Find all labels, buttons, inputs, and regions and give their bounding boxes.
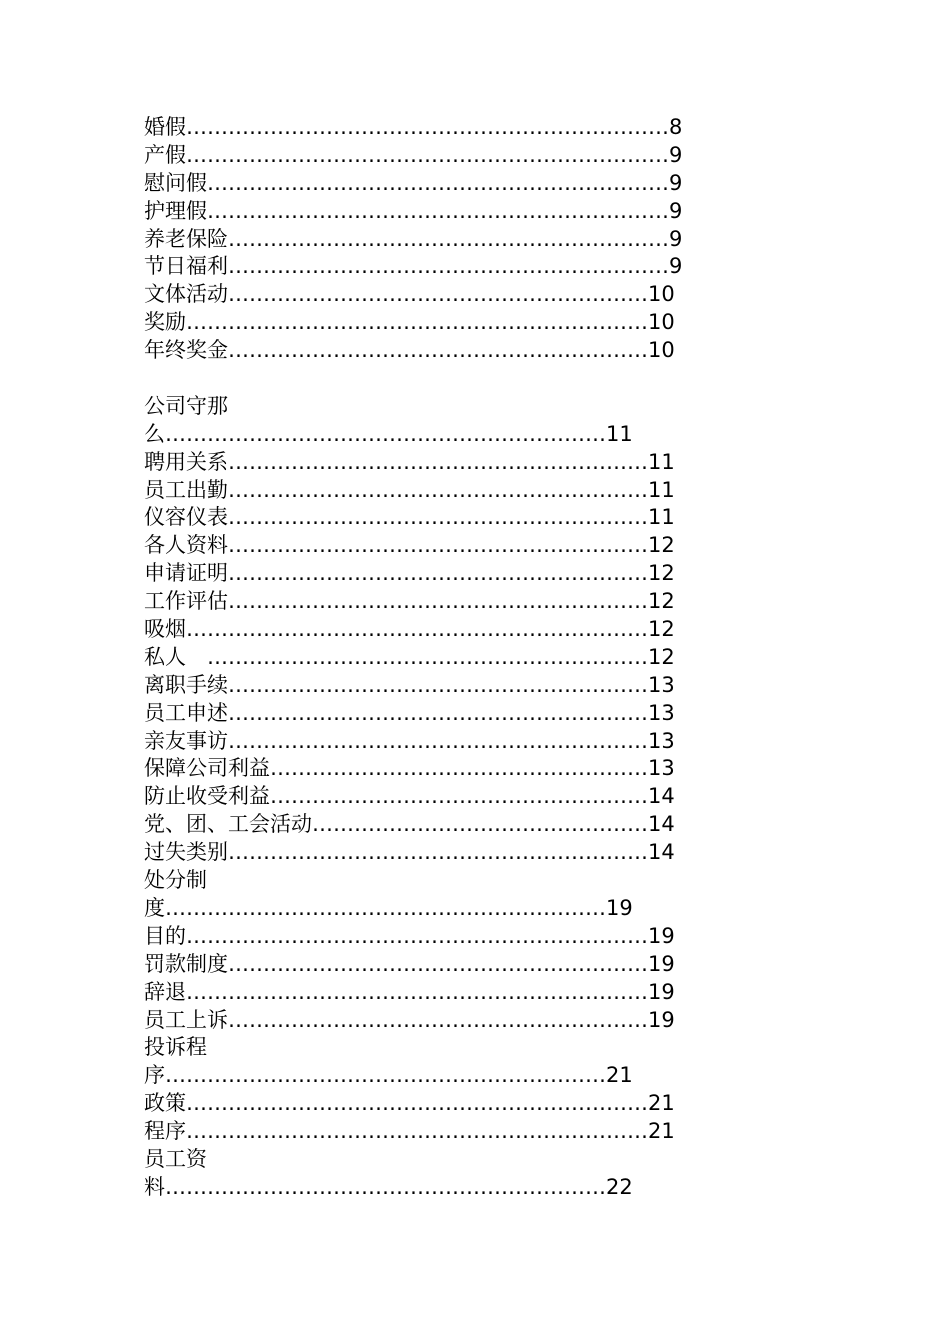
toc-line: 程序…………………………………………………………21	[144, 1119, 675, 1144]
toc-line: 过失类别……………………………………………………14	[144, 840, 675, 865]
toc-line: 私人 ………………………………………………………12	[144, 644, 675, 669]
toc-line: 亲友事访……………………………………………………13	[144, 728, 675, 753]
toc-line: 料………………………………………………………22	[144, 1174, 633, 1199]
toc-line: 仪容仪表……………………………………………………11	[144, 505, 675, 530]
toc-line: 节日福利………………………………………………………9	[144, 254, 683, 279]
toc-line: 员工申述……………………………………………………13	[144, 700, 675, 725]
toc-line: 投诉程	[144, 1035, 207, 1060]
toc-line: 目的…………………………………………………………19	[144, 923, 675, 948]
toc-line: 政策…………………………………………………………21	[144, 1091, 675, 1116]
toc-line: 工作评估……………………………………………………12	[144, 589, 675, 614]
toc-line: 保障公司利益………………………………………………13	[144, 756, 675, 781]
toc-line: 序………………………………………………………21	[144, 1063, 633, 1088]
toc-line: 各人资料……………………………………………………12	[144, 533, 675, 558]
toc-line: 辞退…………………………………………………………19	[144, 979, 675, 1004]
toc-line: 产假……………………………………………………………9	[144, 142, 683, 167]
toc-line: 婚假……………………………………………………………8	[144, 115, 683, 139]
toc-line: 度………………………………………………………19	[144, 895, 633, 920]
table-of-contents	[144, 114, 824, 1202]
toc-line: 奖励…………………………………………………………10	[144, 310, 675, 335]
toc-line: 处分制	[144, 868, 207, 893]
toc-line: 文体活动……………………………………………………10	[144, 282, 675, 307]
toc-line: 罚款制度……………………………………………………19	[144, 951, 675, 976]
toc-line: 聘用关系……………………………………………………11	[144, 449, 675, 474]
toc-line: 公司守那	[144, 393, 228, 418]
toc-line: 护理假…………………………………………………………9	[144, 198, 683, 223]
toc-line: 员工资	[144, 1146, 207, 1171]
toc-line: 防止收受利益………………………………………………14	[144, 784, 675, 809]
toc-line: 党、团、工会活动…………………………………………14	[144, 812, 675, 837]
toc-line: 员工上诉……………………………………………………19	[144, 1007, 675, 1032]
toc-line: 么………………………………………………………11	[144, 421, 633, 446]
toc-line: 养老保险………………………………………………………9	[144, 226, 683, 251]
toc-line: 申请证明……………………………………………………12	[144, 561, 675, 586]
toc-line: 年终奖金……………………………………………………10	[144, 338, 675, 363]
toc-blank-line	[144, 365, 824, 393]
toc-line: 慰问假…………………………………………………………9	[144, 170, 683, 195]
toc-line: 吸烟…………………………………………………………12	[144, 617, 675, 642]
toc-line: 员工出勤……………………………………………………11	[144, 477, 675, 502]
toc-line: 离职手续……………………………………………………13	[144, 672, 675, 697]
